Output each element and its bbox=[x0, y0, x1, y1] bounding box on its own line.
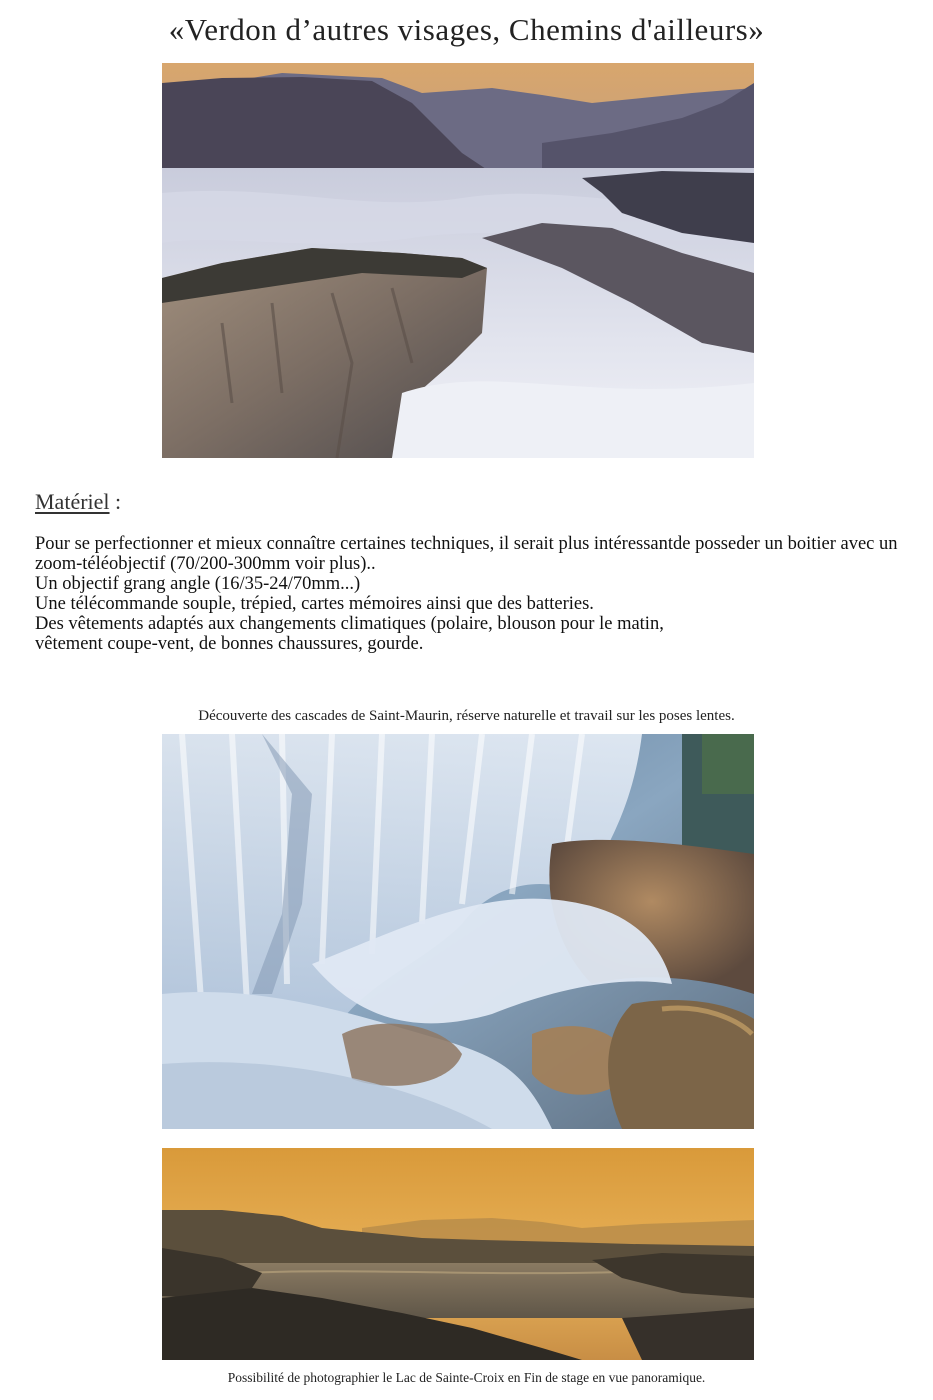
photo-cascade-saint-maurin bbox=[162, 734, 754, 1129]
materiel-line: Un objectif grang angle (16/35-24/70mm...) bbox=[35, 574, 361, 594]
materiel-line: Pour se perfectionner et mieux connaître certaines techniques, il serait plus intéressantde posseder un boitier avec un zoom-téléobjectif (70/200-300mm voir plus).. bbox=[35, 534, 898, 574]
materiel-line: Une télécommande souple, trépied, cartes mémoires ainsi que des batteries. bbox=[35, 594, 594, 614]
photo-lac-sainte-croix bbox=[162, 1148, 754, 1360]
caption-lac: Possibilité de photographier le Lac de Sainte-Croix en Fin de stage en vue panoramique. bbox=[227, 1370, 706, 1385]
materiel-heading bbox=[35, 489, 121, 515]
materiel-line: Des vêtements adaptés aux changements climatiques (polaire, blouson pour le matin, bbox=[35, 614, 664, 634]
materiel-heading-suffix: : bbox=[109, 489, 122, 514]
materiel-heading-word: Matériel bbox=[35, 489, 110, 514]
caption-cascade: Découverte des cascades de Saint-Maurin, réserve naturelle et travail sur les poses lentes. bbox=[198, 708, 735, 724]
materiel-line: vêtement coupe-vent, de bonnes chaussures, gourde. bbox=[35, 634, 424, 654]
page-title: «Verdon d’autres visages, Chemins d'ailleurs» bbox=[168, 12, 765, 47]
photo-gorges-sea-of-clouds bbox=[162, 63, 754, 458]
materiel-list bbox=[35, 534, 915, 654]
